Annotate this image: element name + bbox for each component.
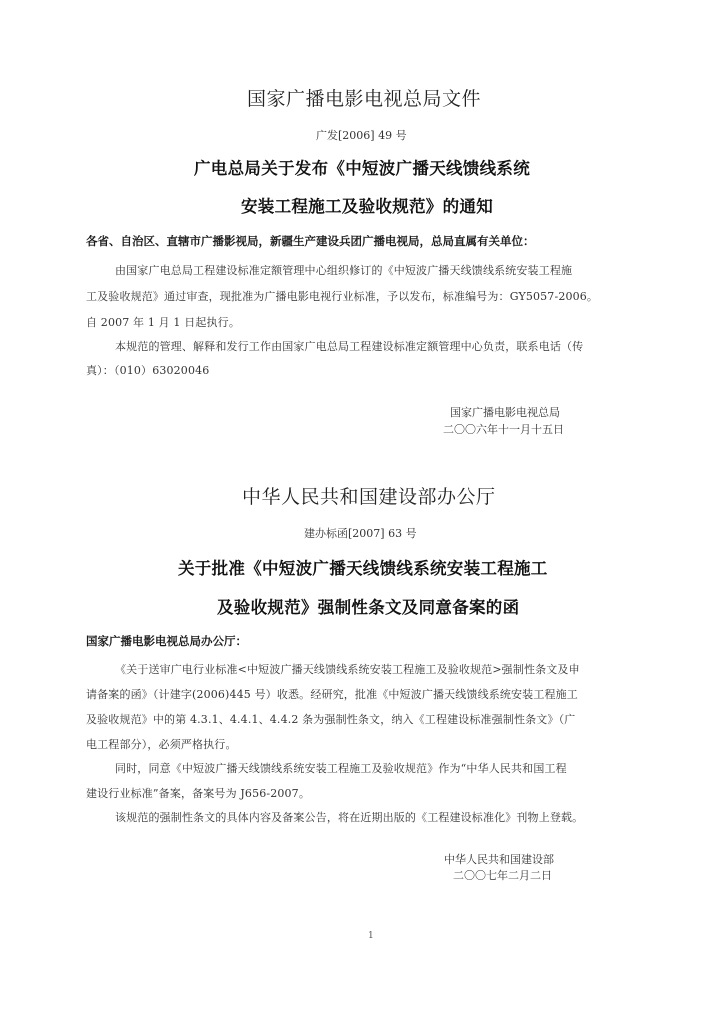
- doc2-body-line: 《关于送审广电行业标准<中短波广播天线馈线系统安装工程施工及验收规范>强制性条文及申: [115, 663, 580, 676]
- doc2-title-line2: 及验收规范》强制性条文及同意备案的函: [217, 598, 520, 617]
- doc1-title-line2: 安装工程施工及验收规范》的通知: [241, 197, 493, 216]
- doc2-body-line: 同时，同意《中短波广播天线馈线系统安装工程施工及验收规范》作为“中华人民共和国工程: [115, 762, 567, 775]
- doc1-addressee: 各省、自治区、直辖市广播影视局，新疆生产建设兵团广播电视局，总局直属有关单位：: [86, 234, 535, 248]
- doc1-body-line: 本规范的管理、解释和发行工作由国家广电总局工程建设标准定额管理中心负责，联系电话（传: [115, 340, 584, 353]
- doc1-body-line: 由国家广电总局工程建设标准定额管理中心组织修订的《中短波广播天线馈线系统安装工程施: [115, 264, 573, 277]
- page-number: 1: [368, 931, 374, 941]
- doc1-issuer: 国家广播电影电视总局文件: [247, 88, 482, 110]
- doc2-issuer: 中华人民共和国建设部办公厅: [242, 486, 496, 508]
- doc1-doc-number: 广发[2006] 49 号: [316, 129, 407, 142]
- doc2-body-line: 请备案的函》（计建字(2006)445 号）收悉。经研究，批准《中短波广播天线馈线系统安装工程施工: [86, 688, 578, 701]
- doc2-addressee: 国家广播电影电视总局办公厅：: [86, 634, 247, 648]
- doc2-body-line: 及验收规范》中的第 4.3.1、4.4.1、4.4.2 条为强制性条文，纳入《工程建设标准强制性条文》（广: [86, 713, 576, 726]
- doc1-body-line: 工及验收规范》通过审查，现批准为广播电影电视行业标准，予以发布，标准编号为：GY5057-2006。: [86, 290, 599, 303]
- doc2-signature-org: 中华人民共和国建设部: [444, 853, 554, 866]
- doc2-body-line: 该规范的强制性条文的具体内容及备案公告，将在近期出版的《工程建设标准化》刊物上登载。: [115, 811, 584, 824]
- doc1-body-line: 真）：（010）63020046: [86, 364, 210, 377]
- doc1-signature-date: 二〇〇六年十一月十五日: [443, 423, 564, 436]
- doc2-body-line: 电工程部分），必须严格执行。: [86, 738, 237, 751]
- doc2-doc-number: 建办标函[2007] 63 号: [304, 527, 417, 540]
- doc1-title-line1: 广电总局关于发布《中短波广播天线馈线系统: [194, 159, 530, 178]
- doc2-body-line: 建设行业标准”备案，备案号为 J656-2007。: [86, 787, 310, 800]
- doc1-body-line: 自 2007 年 1 月 1 日起执行。: [86, 316, 240, 329]
- doc1-signature-org: 国家广播电影电视总局: [450, 406, 560, 419]
- doc2-signature-date: 二〇〇七年二月二日: [453, 869, 552, 882]
- doc2-title-line1: 关于批准《中短波广播天线馈线系统安装工程施工: [178, 559, 548, 578]
